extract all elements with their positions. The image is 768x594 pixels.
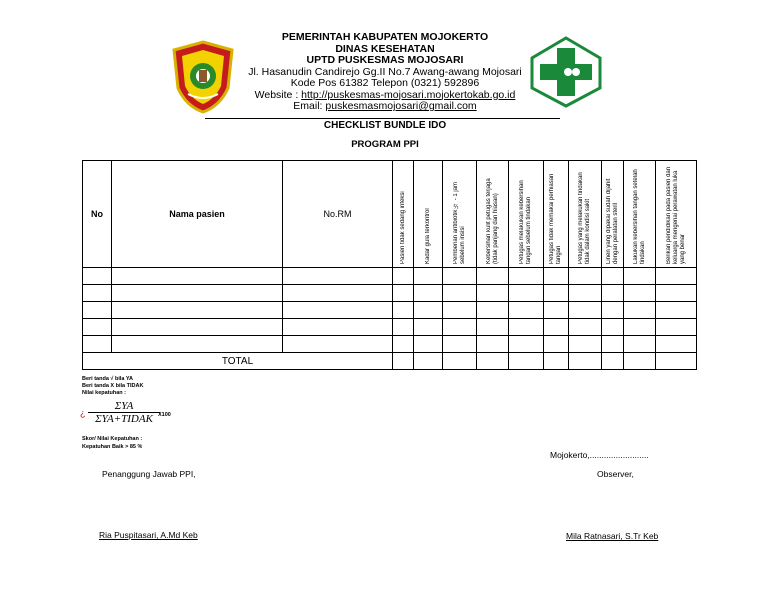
formula-multiplier: X100 — [158, 412, 171, 418]
total-cell[interactable] — [509, 353, 544, 370]
table-cell[interactable] — [656, 285, 697, 302]
right-role: Observer, — [597, 469, 634, 479]
table-row — [83, 285, 697, 302]
table-cell[interactable] — [414, 319, 443, 336]
total-cell[interactable] — [443, 353, 477, 370]
header-line-2: DINAS KESEHATAN — [335, 42, 435, 55]
table-cell[interactable] — [656, 268, 697, 285]
table-row — [83, 302, 697, 319]
table-cell[interactable] — [477, 302, 509, 319]
table-cell[interactable] — [443, 302, 477, 319]
document-title: CHECKLIST BUNDLE IDO — [323, 120, 447, 131]
score-label: Skor/ Nilai Kepatuhan : — [82, 436, 143, 442]
table-cell[interactable] — [112, 268, 283, 285]
total-label: TOTAL — [83, 353, 393, 370]
table-cell[interactable] — [477, 319, 509, 336]
table-cell[interactable] — [83, 268, 112, 285]
table-cell[interactable] — [569, 268, 602, 285]
col-criteria-3: Pemberian antibiotik ½ - 1 jam sebelum insisi — [443, 161, 477, 268]
table-cell[interactable] — [112, 302, 283, 319]
table-cell[interactable] — [283, 285, 393, 302]
table-cell[interactable] — [544, 319, 569, 336]
place-date: Mojokerto,......................... — [550, 450, 649, 460]
table-cell[interactable] — [509, 336, 544, 353]
table-cell[interactable] — [477, 285, 509, 302]
table-cell[interactable] — [477, 268, 509, 285]
table-cell[interactable] — [509, 302, 544, 319]
table-cell[interactable] — [83, 302, 112, 319]
table-cell[interactable] — [443, 319, 477, 336]
table-cell[interactable] — [283, 268, 393, 285]
header-line-1: PEMERINTAH KABUPATEN MOJOKERTO — [281, 31, 489, 43]
table-cell[interactable] — [569, 302, 602, 319]
table-cell[interactable] — [283, 319, 393, 336]
col-name: Nama pasien — [112, 161, 283, 268]
table-cell[interactable] — [602, 336, 624, 353]
total-cell[interactable] — [602, 353, 624, 370]
notes — [82, 376, 143, 397]
header-postal: Kode Pos 61382 Telepon (0321) 592896 — [290, 77, 480, 89]
note-compliance: Nilai kepatuhan : — [82, 390, 127, 396]
col-criteria-10: Berikan pendidikan pada pasien dan keluarga mengenai perawatan luka yang benar — [656, 161, 697, 268]
table-cell[interactable] — [569, 285, 602, 302]
table-cell[interactable] — [393, 302, 414, 319]
table-cell[interactable] — [393, 268, 414, 285]
col-criteria-1: Pasien tidak sedang infeksi — [393, 161, 414, 268]
left-signatory: Ria Puspitasari, A.Md Keb — [99, 530, 198, 540]
table-cell[interactable] — [509, 268, 544, 285]
checklist-table — [82, 160, 697, 370]
table-cell[interactable] — [414, 302, 443, 319]
total-cell[interactable] — [624, 353, 656, 370]
total-cell[interactable] — [393, 353, 414, 370]
table-cell[interactable] — [602, 268, 624, 285]
col-criteria-2: Kadar gula terkontrol — [414, 161, 443, 268]
col-no: No — [83, 161, 112, 268]
program-subtitle: PROGRAM PPI — [351, 139, 419, 150]
table-cell[interactable] — [569, 336, 602, 353]
table-cell[interactable] — [477, 336, 509, 353]
total-row — [83, 353, 697, 370]
table-cell[interactable] — [283, 302, 393, 319]
table-cell[interactable] — [83, 319, 112, 336]
table-cell[interactable] — [112, 319, 283, 336]
table-cell[interactable] — [443, 336, 477, 353]
table-cell[interactable] — [393, 336, 414, 353]
score-cut: Kepatuhan Baik > 85 % — [82, 444, 143, 449]
header-address: Jl. Hasanudin Candirejo Gg.II No.7 Awang-awang Mojosari — [248, 65, 522, 78]
header-email: Email: puskesmasmojosari@gmail.com — [293, 100, 477, 112]
formula-numerator: ΣYA — [88, 400, 160, 413]
table-cell[interactable] — [569, 319, 602, 336]
table-cell[interactable] — [414, 336, 443, 353]
email-link[interactable]: puskesmasmojosari@gmail.com — [325, 100, 477, 112]
col-criteria-9: Lakukan kebersihan tangan setelah tindakan — [624, 161, 656, 268]
table-row — [83, 268, 697, 285]
website-link[interactable]: http://puskesmas-mojosari.mojokertokab.go.id — [301, 88, 516, 101]
table-cell[interactable] — [283, 336, 393, 353]
total-cell[interactable] — [569, 353, 602, 370]
note-tidak: Beri tanda X bila TIDAK — [82, 383, 144, 389]
table-cell[interactable] — [112, 336, 283, 353]
formula-denominator: ΣYA+TIDAK — [95, 413, 153, 425]
table-cell[interactable] — [602, 319, 624, 336]
table-cell[interactable] — [544, 285, 569, 302]
table-cell[interactable] — [656, 319, 697, 336]
header-website: Website : http://puskesmas-mojosari.mojokertokab.go.id — [254, 88, 516, 101]
table-cell[interactable] — [83, 336, 112, 353]
table-cell[interactable] — [624, 302, 656, 319]
table-cell[interactable] — [624, 319, 656, 336]
header-divider — [205, 118, 560, 119]
table-cell[interactable] — [624, 336, 656, 353]
header-line-3: UPTD PUSKESMAS MOJOSARI — [306, 54, 464, 66]
table-row — [83, 319, 697, 336]
col-criteria-8: Linen yang dipakai sudah dijahit dengan peralatan steril — [602, 161, 624, 268]
table-cell[interactable] — [83, 285, 112, 302]
table-cell[interactable] — [602, 302, 624, 319]
total-cell[interactable] — [414, 353, 443, 370]
table-cell[interactable] — [393, 285, 414, 302]
table-cell[interactable] — [602, 285, 624, 302]
table-cell[interactable] — [509, 319, 544, 336]
col-criteria-7: Petugas yang melakukan tindakan tidak dalam kondisi sakit — [569, 161, 602, 268]
total-cell[interactable] — [477, 353, 509, 370]
table-cell[interactable] — [544, 336, 569, 353]
table-cell[interactable] — [443, 268, 477, 285]
table-cell[interactable] — [624, 285, 656, 302]
table-cell[interactable] — [656, 302, 697, 319]
left-role: Penanggung Jawab PPI, — [102, 469, 196, 479]
total-cell[interactable] — [544, 353, 569, 370]
table-cell[interactable] — [656, 336, 697, 353]
header-row — [83, 161, 697, 268]
col-criteria-5: Petugas melakukan kebersihan tangan sebelum tindakan — [509, 161, 544, 268]
table-row — [83, 336, 697, 353]
table-cell[interactable] — [624, 268, 656, 285]
right-signatory: Mila Ratnasari, S.Tr Keb — [566, 531, 659, 541]
table-cell[interactable] — [509, 285, 544, 302]
col-criteria-4: Kebersihan kulit petugas terjaga (tidak panjang dan hiasan) — [477, 161, 509, 268]
table-cell[interactable] — [443, 285, 477, 302]
table-cell[interactable] — [544, 302, 569, 319]
note-ya: Beri tanda √ bila YA — [82, 376, 134, 382]
total-cell[interactable] — [656, 353, 697, 370]
table-cell[interactable] — [414, 285, 443, 302]
col-criteria-6: Petugas tidak memakai perhiasan tangan — [544, 161, 569, 268]
table-cell[interactable] — [393, 319, 414, 336]
table-cell[interactable] — [414, 268, 443, 285]
table-cell[interactable] — [544, 268, 569, 285]
table-cell[interactable] — [112, 285, 283, 302]
col-rm: No.RM — [283, 161, 393, 268]
